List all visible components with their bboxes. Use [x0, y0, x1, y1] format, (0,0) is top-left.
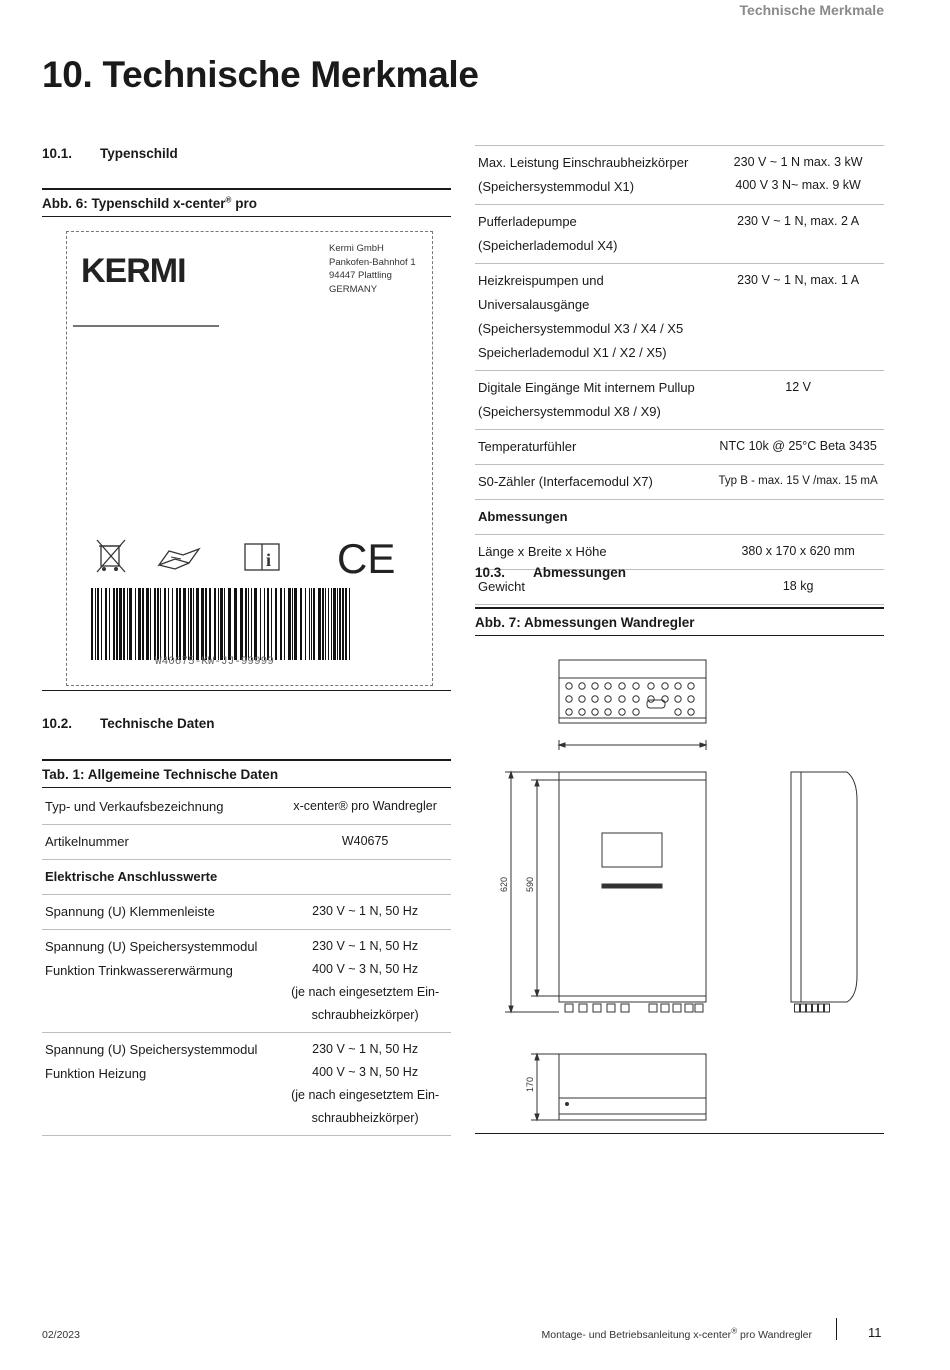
- row-label: [42, 825, 279, 860]
- row-label-line: (Speichersystemmodul X1): [478, 179, 635, 194]
- barcode-bar: [105, 588, 107, 660]
- cable-gland: [579, 1004, 587, 1012]
- cable-gland: [649, 1004, 657, 1012]
- cable-gland: [648, 696, 654, 702]
- barcode-bar: [300, 588, 302, 660]
- table-row: [42, 895, 451, 930]
- row-value-line: Typ B - max. 15 V /max. 15 mA: [718, 475, 878, 487]
- cable-gland: [688, 709, 694, 715]
- row-value-line: 12 V: [785, 380, 811, 394]
- barcode-bar: [337, 588, 338, 660]
- row-value-line: 18 kg: [782, 579, 814, 593]
- row-label-line: Typ- und Verkaufsbezeichnung: [45, 799, 224, 814]
- barcode-bar: [234, 588, 237, 660]
- cable-gland: [621, 1004, 629, 1012]
- cable-gland: [593, 1004, 601, 1012]
- cable-gland: [633, 683, 639, 689]
- svg-text:i: i: [266, 550, 272, 570]
- barcode-bar: [95, 588, 96, 660]
- row-label: [475, 264, 712, 371]
- row-label: [42, 790, 279, 825]
- chapter-title: 10. Technische Merkmale: [42, 54, 479, 95]
- barcode-bar: [345, 588, 347, 660]
- barcode-bar: [309, 588, 310, 660]
- cable-gland: [619, 696, 625, 702]
- barcode-bar: [245, 588, 247, 660]
- page-number: 11: [868, 1325, 882, 1340]
- bottom-view: [559, 1054, 706, 1120]
- cable-gland: [579, 709, 585, 715]
- weee-bin-icon: [97, 540, 125, 572]
- row-label-line: Max. Leistung Einschraubheizkörper: [478, 155, 689, 170]
- row-value: [712, 430, 884, 465]
- cable-gland: [633, 696, 639, 702]
- cable-gland: [579, 683, 585, 689]
- footer-document-title: Montage- und Betriebsanleitung x-center® pro Wandregler: [541, 1326, 812, 1341]
- row-label-line: (Speichersystemmodul X8 / X9): [478, 404, 661, 419]
- row-value-line: NTC 10k @ 25°C Beta 3435: [719, 439, 877, 453]
- dimension-drawing: [475, 640, 884, 1130]
- barcode-bar: [275, 588, 277, 660]
- barcode-bar: [339, 588, 341, 660]
- cable-gland: [648, 683, 654, 689]
- row-label-line: (Speichersystemmodul X3 / X4 / X5: [478, 321, 684, 336]
- barcode-bar: [109, 588, 110, 660]
- row-label: [42, 930, 279, 1033]
- barcode-bar: [224, 588, 225, 660]
- barcode-bar: [190, 588, 192, 660]
- barcode-bar: [176, 588, 178, 660]
- row-label-line: Spannung (U) Speichersystemmodul: [45, 939, 258, 954]
- barcode-bar: [146, 588, 149, 660]
- cable-gland: [566, 696, 572, 702]
- cable-gland: [592, 696, 598, 702]
- row-label: [42, 895, 279, 930]
- cable-gland: [619, 683, 625, 689]
- row-value-line: 230 V ~ 1 N max. 3 kW: [733, 155, 863, 169]
- barcode-bar: [138, 588, 141, 660]
- barcode-bar: [119, 588, 122, 660]
- row-value: [279, 1033, 451, 1136]
- cable-gland: [566, 683, 572, 689]
- row-label-line: S0-Zähler (Interfacemodul X7): [478, 474, 653, 489]
- cable-gland: [688, 683, 694, 689]
- ce-mark-icon: [337, 535, 395, 582]
- row-label: [475, 465, 712, 500]
- row-value-line: 230 V ~ 1 N, 50 Hz: [312, 1042, 419, 1056]
- barcode-bar: [292, 588, 293, 660]
- barcode-bar: [251, 588, 252, 660]
- cable-gland: [675, 696, 681, 702]
- figure-6-bottom-rule: [42, 690, 451, 691]
- barcode-bar: [193, 588, 194, 660]
- cable-gland: [619, 709, 625, 715]
- barcode-bar: [313, 588, 315, 660]
- row-value-line: 400 V 3 N~ max. 9 kW: [735, 178, 861, 192]
- row-value: [279, 895, 451, 930]
- row-value-line: W40675: [341, 834, 389, 848]
- row-value-line: 400 V ~ 3 N, 50 Hz: [312, 1065, 419, 1079]
- barcode-bar: [331, 588, 332, 660]
- row-label: [475, 371, 712, 430]
- barcode-bar: [157, 588, 159, 660]
- row-label-line: (Speicherlademodul X4): [478, 238, 618, 253]
- type-plate-graphics: [67, 232, 432, 685]
- barcode: [91, 588, 350, 660]
- table-1-body: [42, 790, 451, 1136]
- row-value-line: x-center® pro Wandregler: [293, 799, 437, 813]
- barcode-bar: [150, 588, 151, 660]
- table-1-continued: [475, 145, 884, 605]
- row-label-line: Spannung (U) Klemmenleiste: [45, 904, 215, 919]
- row-label: [42, 860, 451, 895]
- barcode-bar: [164, 588, 166, 660]
- barcode-bar: [101, 588, 102, 660]
- barcode-bar: [254, 588, 257, 660]
- cable-gland: [801, 1004, 806, 1012]
- barcode-bar: [113, 588, 115, 660]
- footer-date: 02/2023: [42, 1329, 80, 1341]
- cable-gland: [688, 696, 694, 702]
- row-value-line: 230 V ~ 1 N, 50 Hz: [312, 939, 419, 953]
- row-label-line: Spannung (U) Speichersystemmodul: [45, 1042, 258, 1057]
- table-row: [42, 1033, 451, 1136]
- table-row: [475, 264, 884, 371]
- cable-gland: [675, 683, 681, 689]
- row-label-line: Heizkreispumpen und Universalausgänge: [478, 273, 604, 312]
- barcode-bar: [129, 588, 132, 660]
- barcode-bar: [288, 588, 291, 660]
- row-value-line: 230 V ~ 1 N, max. 1 A: [737, 273, 860, 287]
- cable-gland: [807, 1004, 812, 1012]
- cable-gland: [819, 1004, 824, 1012]
- row-label-line: Elektrische Anschlusswerte: [45, 869, 218, 884]
- barcode-bar: [168, 588, 169, 660]
- row-value-line: 230 V ~ 1 N, max. 2 A: [737, 214, 860, 228]
- row-value-line: (je nach eingesetztem Ein-: [291, 985, 440, 999]
- barcode-bar: [264, 588, 265, 660]
- barcode-bar: [172, 588, 173, 660]
- barcode-bar: [188, 588, 189, 660]
- barcode-bar: [328, 588, 329, 660]
- barcode-bar: [135, 588, 136, 660]
- table-row: [42, 860, 451, 895]
- row-label-line: Abmessungen: [478, 509, 568, 524]
- table-row: [42, 825, 451, 860]
- row-label-line: Speicherlademodul X1 / X2 / X5): [478, 345, 667, 360]
- barcode-bar: [349, 588, 350, 660]
- cable-gland: [662, 683, 668, 689]
- section-heading-10-2: 10.2. Technische Daten: [42, 716, 215, 731]
- display-window: [602, 833, 662, 867]
- cable-gland: [605, 709, 611, 715]
- barcode-bar: [240, 588, 243, 660]
- cable-gland: [673, 1004, 681, 1012]
- row-value: [712, 465, 884, 500]
- barcode-bar: [280, 588, 282, 660]
- barcode-bar: [214, 588, 216, 660]
- kermi-logo: KERMI: [81, 252, 186, 290]
- side-view: [791, 772, 857, 1012]
- manufacturer-address: Kermi GmbH Pankofen-Bahnhof 1 94447 Plattling GERMANY: [329, 243, 416, 295]
- table-row: [475, 205, 884, 264]
- barcode-bar: [179, 588, 181, 660]
- cable-gland: [675, 709, 681, 715]
- type-plate: [66, 231, 433, 686]
- cable-gland: [633, 709, 639, 715]
- barcode-bar: [205, 588, 207, 660]
- row-value-line: 400 V ~ 3 N, 50 Hz: [312, 962, 419, 976]
- row-label-line: Länge x Breite x Höhe: [478, 544, 607, 559]
- barcode-bar: [218, 588, 219, 660]
- barcode-bar: [142, 588, 144, 660]
- barcode-bar: [160, 588, 161, 660]
- barcode-bar: [201, 588, 204, 660]
- cable-gland: [685, 1004, 693, 1012]
- barcode-bar: [318, 588, 321, 660]
- cable-gland: [605, 683, 611, 689]
- row-label-line: Pufferladepumpe: [478, 214, 577, 229]
- figure-6-caption: Abb. 6: Typenschild x-center® pro: [42, 188, 451, 217]
- row-value: [712, 535, 884, 570]
- barcode-bar: [322, 588, 324, 660]
- barcode-bar: [228, 588, 231, 660]
- row-value: [712, 371, 884, 430]
- barcode-bar: [196, 588, 199, 660]
- barcode-bar: [123, 588, 125, 660]
- row-value-line: schraubheizkörper): [311, 1111, 419, 1125]
- cable-gland: [825, 1004, 830, 1012]
- row-value-line: schraubheizkörper): [311, 1008, 419, 1022]
- dim-170-label: 170: [525, 1076, 535, 1092]
- barcode-bar: [183, 588, 186, 660]
- row-label-line: Funktion Trinkwassererwärmung: [45, 963, 233, 978]
- barcode-bar: [342, 588, 344, 660]
- barcode-bar: [294, 588, 297, 660]
- row-label: [475, 205, 712, 264]
- table-row: [42, 790, 451, 825]
- row-value: [279, 930, 451, 1033]
- row-label: [475, 500, 884, 535]
- row-label-line: Artikelnummer: [45, 834, 129, 849]
- row-label: [475, 146, 712, 205]
- cable-gland: [605, 696, 611, 702]
- row-label-line: Temperaturfühler: [478, 439, 577, 454]
- row-value: [712, 205, 884, 264]
- cable-gland: [592, 709, 598, 715]
- dim-620-label: 620: [499, 876, 509, 892]
- barcode-bar: [127, 588, 128, 660]
- cable-gland: [607, 1004, 615, 1012]
- cable-gland: [813, 1004, 818, 1012]
- row-value-line: 380 x 170 x 620 mm: [741, 544, 855, 558]
- table-row: [475, 146, 884, 205]
- cable-gland: [592, 683, 598, 689]
- row-value: [712, 264, 884, 371]
- barcode-text: W40675-KW-JJ-99999: [155, 656, 274, 668]
- barcode-bar: [209, 588, 211, 660]
- table-row: [42, 930, 451, 1033]
- section-heading-10-1: 10.1. Typenschild: [42, 146, 178, 161]
- barcode-bar: [260, 588, 261, 660]
- row-value: [712, 570, 884, 605]
- cable-gland: [565, 1004, 573, 1012]
- barcode-bar: [271, 588, 272, 660]
- barcode-bar: [305, 588, 306, 660]
- row-label: [42, 1033, 279, 1136]
- top-view: [559, 660, 706, 723]
- barcode-bar: [284, 588, 285, 660]
- barcode-bar: [325, 588, 326, 660]
- table-row: [475, 500, 884, 535]
- barcode-bar: [154, 588, 156, 660]
- table-1-continued-body: [475, 146, 884, 605]
- row-label-line: Gewicht: [478, 579, 525, 594]
- table-row: [475, 430, 884, 465]
- row-value-line: (je nach eingesetztem Ein-: [291, 1088, 440, 1102]
- table-row: [475, 465, 884, 500]
- barcode-bar: [311, 588, 312, 660]
- cable-gland: [695, 1004, 703, 1012]
- row-value: [279, 790, 451, 825]
- row-value: [712, 146, 884, 205]
- row-label-line: Digitale Eingänge Mit internem Pullup: [478, 380, 695, 395]
- barcode-bar: [91, 588, 93, 660]
- dim-590-label: 590: [525, 876, 535, 892]
- cable-gland: [795, 1004, 800, 1012]
- footer-separator: [836, 1318, 837, 1340]
- front-view: [559, 772, 706, 1012]
- row-value: [279, 825, 451, 860]
- row-label-line: Funktion Heizung: [45, 1066, 147, 1081]
- row-label: [475, 430, 712, 465]
- svg-text:CE: CE: [337, 535, 396, 582]
- manual-book-icon: [159, 549, 199, 569]
- section-heading-10-3: 10.3. Abmessungen: [475, 565, 627, 580]
- table-1: [42, 790, 451, 1136]
- barcode-bar: [97, 588, 99, 660]
- running-header: Technische Merkmale: [739, 2, 884, 18]
- table-row: [475, 371, 884, 430]
- barcode-bar: [220, 588, 223, 660]
- cable-gland: [579, 696, 585, 702]
- info-manual-icon: [245, 544, 279, 570]
- cable-gland: [566, 709, 572, 715]
- table-1-caption: Tab. 1: Allgemeine Technische Daten: [42, 759, 451, 788]
- barcode-bar: [248, 588, 249, 660]
- cable-gland: [661, 1004, 669, 1012]
- row-value-line: 230 V ~ 1 N, 50 Hz: [312, 904, 419, 918]
- figure-7-bottom-rule: [475, 1133, 884, 1134]
- barcode-bar: [116, 588, 118, 660]
- barcode-bar: [333, 588, 336, 660]
- barcode-bar: [267, 588, 269, 660]
- figure-7-caption: Abb. 7: Abmessungen Wandregler: [475, 607, 884, 636]
